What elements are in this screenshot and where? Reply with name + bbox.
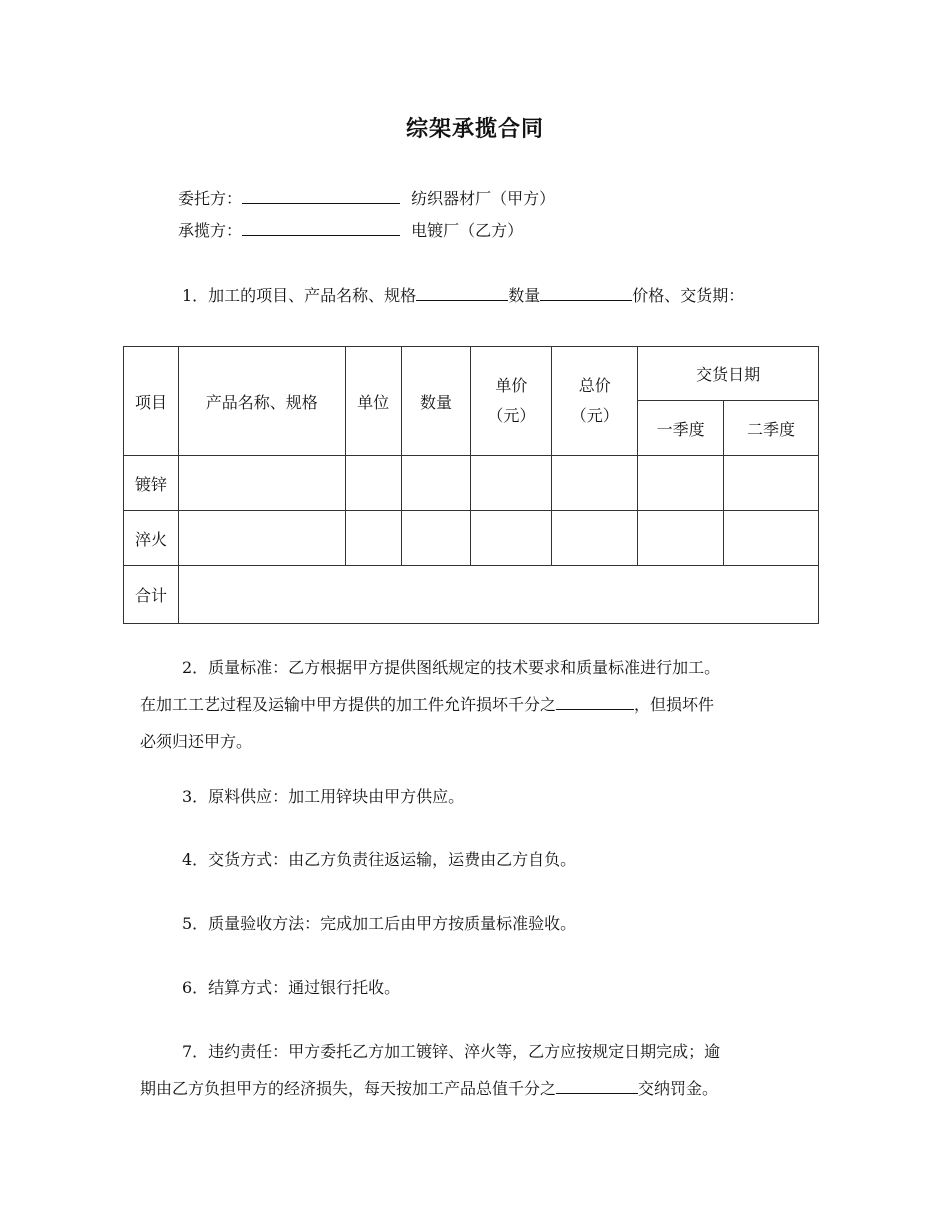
table-cell bbox=[638, 511, 724, 566]
client-blank bbox=[242, 187, 400, 204]
table-cell bbox=[724, 511, 819, 566]
clause-1 bbox=[182, 284, 744, 307]
clause-4: 4．交货方式：由乙方负责往返运输，运费由乙方自负。 bbox=[182, 850, 577, 869]
table-cell bbox=[552, 456, 638, 511]
penalty-rate-blank bbox=[556, 1077, 638, 1094]
table-cell bbox=[724, 456, 819, 511]
table-cell bbox=[345, 456, 401, 511]
header-unit-price bbox=[471, 347, 552, 456]
clause-2 bbox=[140, 649, 800, 760]
clause-7-line-1: 7．违约责任：甲方委托乙方加工镀锌、淬火等，乙方应按规定日期完成；逾 bbox=[182, 1042, 721, 1061]
header-total-price-label: 总价 bbox=[578, 376, 611, 395]
clause-1-prefix: 1．加工的项目、产品名称、规格 bbox=[182, 286, 417, 305]
table-row bbox=[124, 511, 819, 566]
client-name: 纺织器材厂（甲方） bbox=[411, 189, 556, 208]
clause-1-suffix: 价格、交货期： bbox=[632, 286, 745, 305]
header-unit-price-label: 单价 bbox=[495, 376, 528, 395]
header-unit-price-yuan: （元） bbox=[487, 406, 536, 425]
clause-7 bbox=[140, 1033, 800, 1107]
table-row bbox=[124, 456, 819, 511]
table-cell bbox=[401, 511, 471, 566]
row-galvanize-label: 镀锌 bbox=[124, 456, 179, 511]
clause-7-line-2a: 期由乙方负担甲方的经济损失，每天按加工产品总值千分之 bbox=[140, 1079, 557, 1098]
table-cell bbox=[471, 456, 552, 511]
header-unit: 单位 bbox=[345, 347, 401, 456]
page-title: 综架承揽合同 bbox=[405, 117, 544, 142]
header-delivery: 交货日期 bbox=[638, 347, 819, 401]
clause-2-line-2a: 在加工工艺过程及运输中甲方提供的加工件允许损坏千分之 bbox=[140, 695, 557, 714]
clause-2-line-2 bbox=[140, 686, 800, 723]
table-cell bbox=[178, 456, 345, 511]
damage-rate-blank bbox=[556, 693, 634, 710]
header-q1: 一季度 bbox=[638, 401, 724, 456]
contractor-label: 承揽方： bbox=[178, 221, 243, 240]
clause-2-line-1: 2．质量标准：乙方根据甲方提供图纸规定的技术要求和质量标准进行加工。 bbox=[182, 658, 721, 677]
header-product: 产品名称、规格 bbox=[178, 347, 345, 456]
table-total-row bbox=[124, 566, 819, 624]
header-total-price-yuan: （元） bbox=[570, 406, 619, 425]
table-cell bbox=[401, 456, 471, 511]
table-cell bbox=[638, 456, 724, 511]
clause-7-line-2 bbox=[140, 1070, 800, 1107]
header-quantity: 数量 bbox=[401, 347, 471, 456]
delivery-table bbox=[123, 346, 819, 624]
table-cell bbox=[178, 511, 345, 566]
clause-1-mid: 数量 bbox=[508, 286, 541, 305]
row-quench-label: 淬火 bbox=[124, 511, 179, 566]
table-total-cell bbox=[178, 566, 818, 624]
table-cell bbox=[345, 511, 401, 566]
header-total-price bbox=[552, 347, 638, 456]
table-cell bbox=[552, 511, 638, 566]
clause-3: 3．原料供应：加工用锌块由甲方供应。 bbox=[182, 787, 465, 806]
contractor-blank bbox=[242, 219, 400, 236]
clause-7-line-2b: 交纳罚金。 bbox=[638, 1079, 719, 1098]
client-label: 委托方： bbox=[178, 189, 243, 208]
table-header-row bbox=[124, 347, 819, 401]
header-q2: 二季度 bbox=[724, 401, 819, 456]
row-total-label: 合计 bbox=[124, 566, 179, 624]
spec-blank bbox=[416, 284, 508, 301]
client-line bbox=[178, 187, 555, 210]
header-item: 项目 bbox=[124, 347, 179, 456]
clause-2-line-2b: ，但损坏件 bbox=[634, 695, 715, 714]
quantity-blank bbox=[540, 284, 632, 301]
contractor-name: 电镀厂（乙方） bbox=[411, 221, 524, 240]
table-cell bbox=[471, 511, 552, 566]
clause-5: 5．质量验收方法：完成加工后由甲方按质量标准验收。 bbox=[182, 914, 577, 933]
contractor-line bbox=[178, 219, 523, 242]
clause-2-line-3: 必须归还甲方。 bbox=[140, 732, 253, 751]
clause-6: 6．结算方式：通过银行托收。 bbox=[182, 978, 401, 997]
